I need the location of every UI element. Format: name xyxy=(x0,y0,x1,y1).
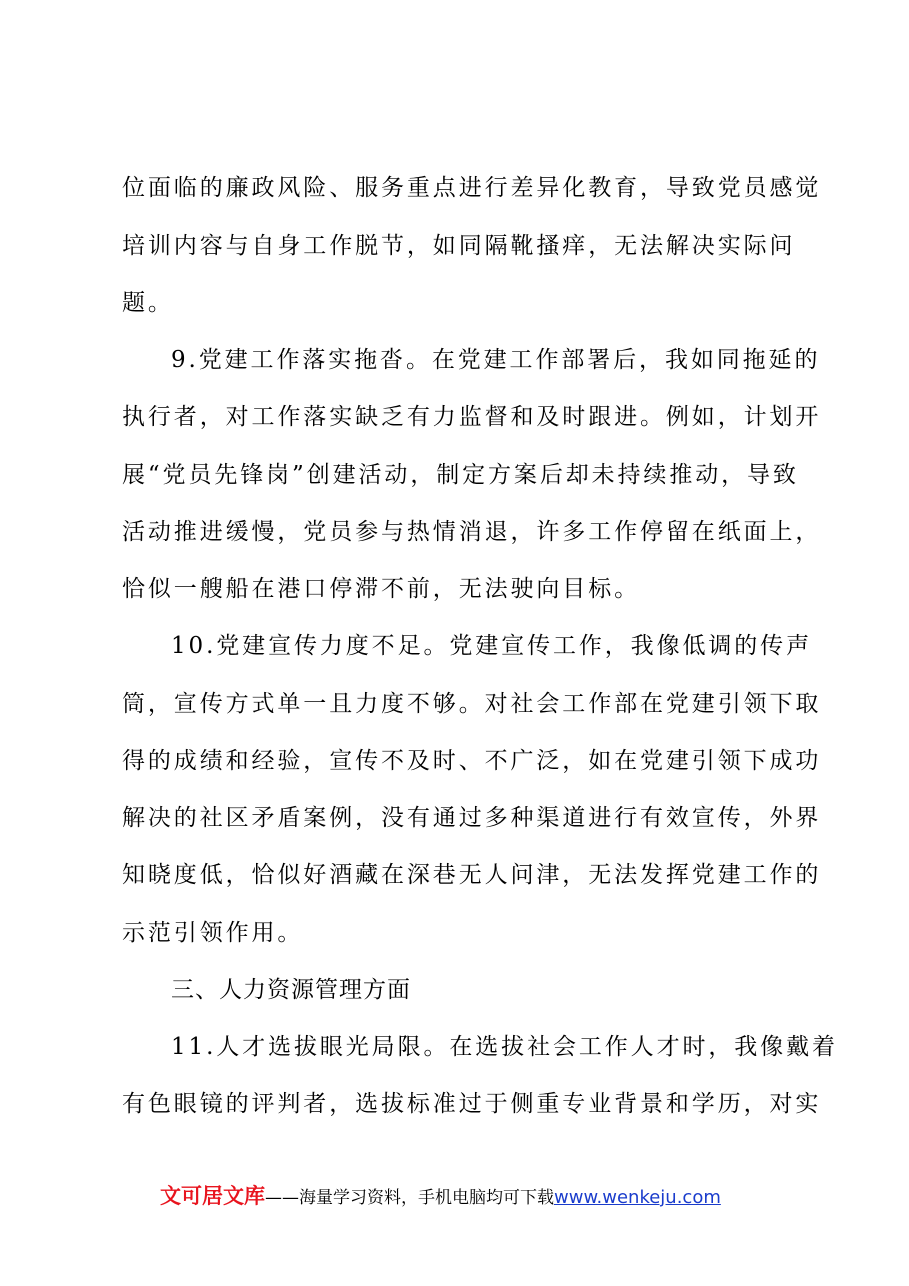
text-line: 题。 xyxy=(122,290,174,316)
footer-link[interactable]: www.wenkeju.com xyxy=(554,1187,721,1208)
section-heading: 三、人力资源管理方面 xyxy=(171,977,411,1003)
footer-brand: 文可居文库 xyxy=(160,1184,265,1208)
text-line: 筒，宣传方式单一且力度不够。对社会工作部在党建引领下取 xyxy=(122,691,822,717)
text-line: 示范引领作用。 xyxy=(122,920,304,946)
text-line: 执行者，对工作落实缺乏有力监督和及时跟进。例如，计划开 xyxy=(122,404,822,430)
footer-banner xyxy=(160,1182,800,1212)
paragraph-10-start: 10.党建宣传力度不足。党建宣传工作，我像低调的传声 xyxy=(171,633,812,659)
text-line: 解决的社区矛盾案例，没有通过多种渠道进行有效宣传，外界 xyxy=(122,805,822,831)
text-line: 有色眼镜的评判者，选拔标准过于侧重专业背景和学历，对实 xyxy=(122,1091,822,1117)
text-line: 得的成绩和经验，宣传不及时、不广泛，如在党建引领下成功 xyxy=(122,748,822,774)
footer-slogan: ——海量学习资料，手机电脑均可下载 xyxy=(265,1188,554,1208)
paragraph-11-start: 11.人才选拔眼光局限。在选拔社会工作人才时，我像戴着 xyxy=(171,1034,838,1060)
text-line: 位面临的廉政风险、服务重点进行差异化教育，导致党员感觉 xyxy=(122,175,822,201)
text-line: 展“党员先锋岗”创建活动，制定方案后却未持续推动，导致 xyxy=(122,462,799,488)
paragraph-9-start: 9.党建工作落实拖沓。在党建工作部署后，我如同拖延的 xyxy=(171,347,821,373)
text-line: 活动推进缓慢，党员参与热情消退，许多工作停留在纸面上， xyxy=(122,519,822,545)
text-line: 知晓度低，恰似好酒藏在深巷无人问津，无法发挥党建工作的 xyxy=(122,862,822,888)
text-line: 培训内容与自身工作脱节，如同隔靴搔痒，无法解决实际问 xyxy=(122,233,796,259)
text-line: 恰似一艘船在港口停滞不前，无法驶向目标。 xyxy=(122,576,640,602)
